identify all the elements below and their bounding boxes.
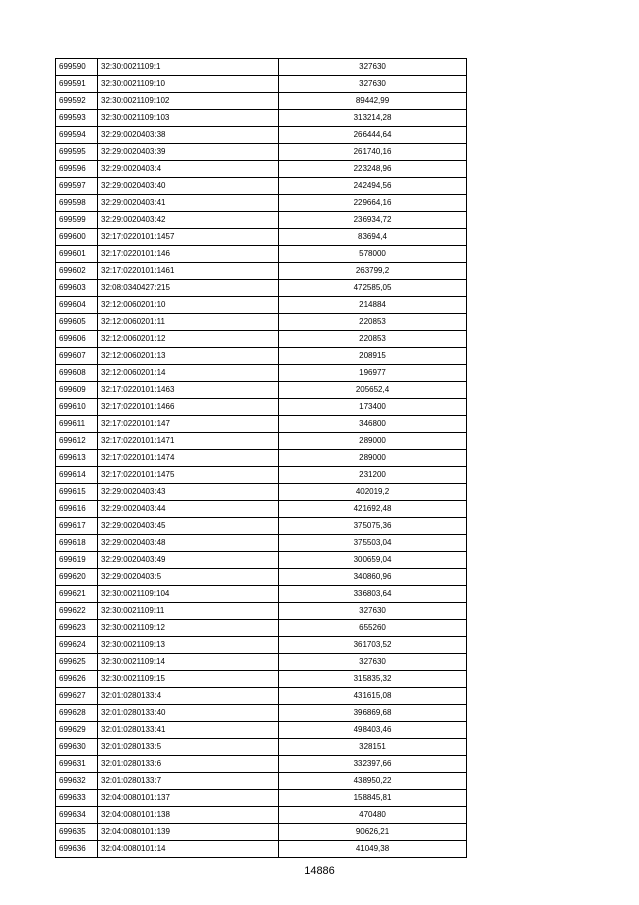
cadastral-value-cell: 90626,21	[279, 824, 467, 841]
row-id-cell: 699600	[56, 229, 98, 246]
cadastral-value-cell: 231200	[279, 467, 467, 484]
table-row	[56, 93, 467, 110]
cadastral-value-cell: 208915	[279, 348, 467, 365]
cadastral-value-cell: 261740,16	[279, 144, 467, 161]
cadastral-value-cell: 431615,08	[279, 688, 467, 705]
table-row	[56, 433, 467, 450]
cadastral-number-cell: 32:30:0021109:11	[98, 603, 279, 620]
cadastral-number-cell: 32:01:0280133:4	[98, 688, 279, 705]
row-id-cell: 699606	[56, 331, 98, 348]
cadastral-number-cell: 32:29:0020403:44	[98, 501, 279, 518]
cadastral-value-cell: 396869,68	[279, 705, 467, 722]
cadastral-number-cell: 32:17:0220101:1466	[98, 399, 279, 416]
cadastral-number-cell: 32:17:0220101:146	[98, 246, 279, 263]
cadastral-value-cell: 289000	[279, 433, 467, 450]
cadastral-value-cell: 196977	[279, 365, 467, 382]
cadastral-number-cell: 32:04:0080101:139	[98, 824, 279, 841]
row-id-cell: 699622	[56, 603, 98, 620]
table-row	[56, 484, 467, 501]
row-id-cell: 699635	[56, 824, 98, 841]
cadastral-value-cell: 236934,72	[279, 212, 467, 229]
cadastral-number-cell: 32:29:0020403:39	[98, 144, 279, 161]
row-id-cell: 699607	[56, 348, 98, 365]
table-row	[56, 467, 467, 484]
cadastral-number-cell: 32:30:0021109:104	[98, 586, 279, 603]
cadastral-value-cell: 83694,4	[279, 229, 467, 246]
cadastral-number-cell: 32:29:0020403:40	[98, 178, 279, 195]
row-id-cell: 699592	[56, 93, 98, 110]
cadastral-value-cell: 346800	[279, 416, 467, 433]
table-row	[56, 535, 467, 552]
cadastral-number-cell: 32:30:0021109:15	[98, 671, 279, 688]
cadastral-number-cell: 32:17:0220101:1457	[98, 229, 279, 246]
cadastral-number-cell: 32:17:0220101:1475	[98, 467, 279, 484]
row-id-cell: 699627	[56, 688, 98, 705]
cadastral-value-cell: 340860,96	[279, 569, 467, 586]
table-row	[56, 127, 467, 144]
cadastral-number-cell: 32:04:0080101:137	[98, 790, 279, 807]
cadastral-value-cell: 472585,05	[279, 280, 467, 297]
table-row	[56, 297, 467, 314]
table-row	[56, 161, 467, 178]
table-row	[56, 654, 467, 671]
cadastral-value-cell: 315835,32	[279, 671, 467, 688]
cadastral-number-cell: 32:29:0020403:41	[98, 195, 279, 212]
cadastral-number-cell: 32:01:0280133:5	[98, 739, 279, 756]
cadastral-value-cell: 313214,28	[279, 110, 467, 127]
table-body	[56, 59, 467, 858]
table-row	[56, 59, 467, 76]
row-id-cell: 699613	[56, 450, 98, 467]
cadastral-number-cell: 32:01:0280133:40	[98, 705, 279, 722]
table-row	[56, 552, 467, 569]
cadastral-number-cell: 32:04:0080101:138	[98, 807, 279, 824]
table-row	[56, 518, 467, 535]
cadastral-value-cell: 498403,46	[279, 722, 467, 739]
cadastral-number-cell: 32:17:0220101:147	[98, 416, 279, 433]
table-row	[56, 790, 467, 807]
cadastral-value-cell: 327630	[279, 603, 467, 620]
cadastral-value-cell: 402019,2	[279, 484, 467, 501]
row-id-cell: 699634	[56, 807, 98, 824]
row-id-cell: 699599	[56, 212, 98, 229]
table-row	[56, 739, 467, 756]
table-row	[56, 76, 467, 93]
table-row	[56, 501, 467, 518]
row-id-cell: 699620	[56, 569, 98, 586]
cadastral-number-cell: 32:29:0020403:49	[98, 552, 279, 569]
table-row	[56, 824, 467, 841]
cadastral-value-cell: 266444,64	[279, 127, 467, 144]
table-row	[56, 212, 467, 229]
row-id-cell: 699633	[56, 790, 98, 807]
row-id-cell: 699625	[56, 654, 98, 671]
table-row	[56, 756, 467, 773]
cadastral-value-cell: 470480	[279, 807, 467, 824]
table-row	[56, 246, 467, 263]
row-id-cell: 699610	[56, 399, 98, 416]
cadastral-value-cell: 336803,64	[279, 586, 467, 603]
row-id-cell: 699617	[56, 518, 98, 535]
row-id-cell: 699630	[56, 739, 98, 756]
table-row	[56, 382, 467, 399]
cadastral-number-cell: 32:30:0021109:13	[98, 637, 279, 654]
cadastral-value-cell: 578000	[279, 246, 467, 263]
cadastral-number-cell: 32:12:0060201:11	[98, 314, 279, 331]
row-id-cell: 699597	[56, 178, 98, 195]
cadastral-number-cell: 32:12:0060201:14	[98, 365, 279, 382]
table-row	[56, 314, 467, 331]
row-id-cell: 699611	[56, 416, 98, 433]
cadastral-number-cell: 32:29:0020403:42	[98, 212, 279, 229]
cadastral-value-cell: 158845,81	[279, 790, 467, 807]
cadastral-number-cell: 32:30:0021109:10	[98, 76, 279, 93]
table-row	[56, 280, 467, 297]
row-id-cell: 699631	[56, 756, 98, 773]
row-id-cell: 699636	[56, 841, 98, 858]
cadastral-value-cell: 229664,16	[279, 195, 467, 212]
row-id-cell: 699626	[56, 671, 98, 688]
cadastral-number-cell: 32:17:0220101:1463	[98, 382, 279, 399]
row-id-cell: 699632	[56, 773, 98, 790]
cadastral-value-cell: 242494,56	[279, 178, 467, 195]
row-id-cell: 699614	[56, 467, 98, 484]
table-row	[56, 620, 467, 637]
cadastral-value-cell: 327630	[279, 59, 467, 76]
cadastral-value-cell: 223248,96	[279, 161, 467, 178]
row-id-cell: 699616	[56, 501, 98, 518]
table-row	[56, 722, 467, 739]
row-id-cell: 699615	[56, 484, 98, 501]
cadastral-number-cell: 32:01:0280133:6	[98, 756, 279, 773]
cadastral-value-cell: 220853	[279, 314, 467, 331]
table-row	[56, 229, 467, 246]
cadastral-value-cell: 332397,66	[279, 756, 467, 773]
table-row	[56, 705, 467, 722]
table-row	[56, 841, 467, 858]
cadastral-value-cell: 655260	[279, 620, 467, 637]
row-id-cell: 699590	[56, 59, 98, 76]
cadastral-value-cell: 300659,04	[279, 552, 467, 569]
row-id-cell: 699593	[56, 110, 98, 127]
row-id-cell: 699591	[56, 76, 98, 93]
table-row	[56, 688, 467, 705]
row-id-cell: 699624	[56, 637, 98, 654]
cadastral-number-cell: 32:12:0060201:13	[98, 348, 279, 365]
cadastral-number-cell: 32:29:0020403:45	[98, 518, 279, 535]
cadastral-value-cell: 205652,4	[279, 382, 467, 399]
cadastral-number-cell: 32:08:0340427:215	[98, 280, 279, 297]
cadastral-value-cell: 328151	[279, 739, 467, 756]
cadastral-value-cell: 289000	[279, 450, 467, 467]
table-row	[56, 195, 467, 212]
table-row	[56, 144, 467, 161]
cadastral-value-table	[55, 58, 467, 858]
table-row	[56, 348, 467, 365]
row-id-cell: 699629	[56, 722, 98, 739]
cadastral-number-cell: 32:17:0220101:1461	[98, 263, 279, 280]
table-row	[56, 569, 467, 586]
table-row	[56, 178, 467, 195]
cadastral-value-cell: 327630	[279, 654, 467, 671]
cadastral-number-cell: 32:01:0280133:41	[98, 722, 279, 739]
cadastral-number-cell: 32:29:0020403:43	[98, 484, 279, 501]
row-id-cell: 699612	[56, 433, 98, 450]
table-row	[56, 110, 467, 127]
cadastral-number-cell: 32:04:0080101:14	[98, 841, 279, 858]
row-id-cell: 699598	[56, 195, 98, 212]
row-id-cell: 699604	[56, 297, 98, 314]
row-id-cell: 699605	[56, 314, 98, 331]
cadastral-number-cell: 32:30:0021109:103	[98, 110, 279, 127]
cadastral-value-cell: 327630	[279, 76, 467, 93]
cadastral-number-cell: 32:12:0060201:12	[98, 331, 279, 348]
row-id-cell: 699602	[56, 263, 98, 280]
cadastral-number-cell: 32:29:0020403:48	[98, 535, 279, 552]
table-row	[56, 331, 467, 348]
cadastral-value-cell: 361703,52	[279, 637, 467, 654]
table-row	[56, 671, 467, 688]
row-id-cell: 699609	[56, 382, 98, 399]
row-id-cell: 699603	[56, 280, 98, 297]
table-row	[56, 399, 467, 416]
cadastral-number-cell: 32:29:0020403:38	[98, 127, 279, 144]
row-id-cell: 699621	[56, 586, 98, 603]
page-number: 14886	[304, 865, 335, 877]
table-row	[56, 637, 467, 654]
cadastral-number-cell: 32:29:0020403:4	[98, 161, 279, 178]
cadastral-number-cell: 32:29:0020403:5	[98, 569, 279, 586]
cadastral-value-cell: 173400	[279, 399, 467, 416]
cadastral-number-cell: 32:30:0021109:12	[98, 620, 279, 637]
cadastral-value-cell: 375503,04	[279, 535, 467, 552]
cadastral-value-cell: 41049,38	[279, 841, 467, 858]
cadastral-value-cell: 421692,48	[279, 501, 467, 518]
cadastral-number-cell: 32:30:0021109:102	[98, 93, 279, 110]
cadastral-number-cell: 32:17:0220101:1471	[98, 433, 279, 450]
row-id-cell: 699594	[56, 127, 98, 144]
row-id-cell: 699608	[56, 365, 98, 382]
table-row	[56, 263, 467, 280]
table-row	[56, 365, 467, 382]
cadastral-value-cell: 214884	[279, 297, 467, 314]
row-id-cell: 699595	[56, 144, 98, 161]
cadastral-value-cell: 438950,22	[279, 773, 467, 790]
table-row	[56, 603, 467, 620]
row-id-cell: 699619	[56, 552, 98, 569]
table-row	[56, 450, 467, 467]
table-row	[56, 416, 467, 433]
cadastral-number-cell: 32:12:0060201:10	[98, 297, 279, 314]
table-row	[56, 586, 467, 603]
cadastral-value-cell: 89442,99	[279, 93, 467, 110]
table-row	[56, 807, 467, 824]
row-id-cell: 699628	[56, 705, 98, 722]
cadastral-number-cell: 32:01:0280133:7	[98, 773, 279, 790]
row-id-cell: 699596	[56, 161, 98, 178]
row-id-cell: 699618	[56, 535, 98, 552]
cadastral-number-cell: 32:17:0220101:1474	[98, 450, 279, 467]
row-id-cell: 699623	[56, 620, 98, 637]
table-row	[56, 773, 467, 790]
cadastral-value-cell: 263799,2	[279, 263, 467, 280]
cadastral-value-cell: 220853	[279, 331, 467, 348]
row-id-cell: 699601	[56, 246, 98, 263]
cadastral-value-cell: 375075,36	[279, 518, 467, 535]
cadastral-number-cell: 32:30:0021109:1	[98, 59, 279, 76]
cadastral-number-cell: 32:30:0021109:14	[98, 654, 279, 671]
